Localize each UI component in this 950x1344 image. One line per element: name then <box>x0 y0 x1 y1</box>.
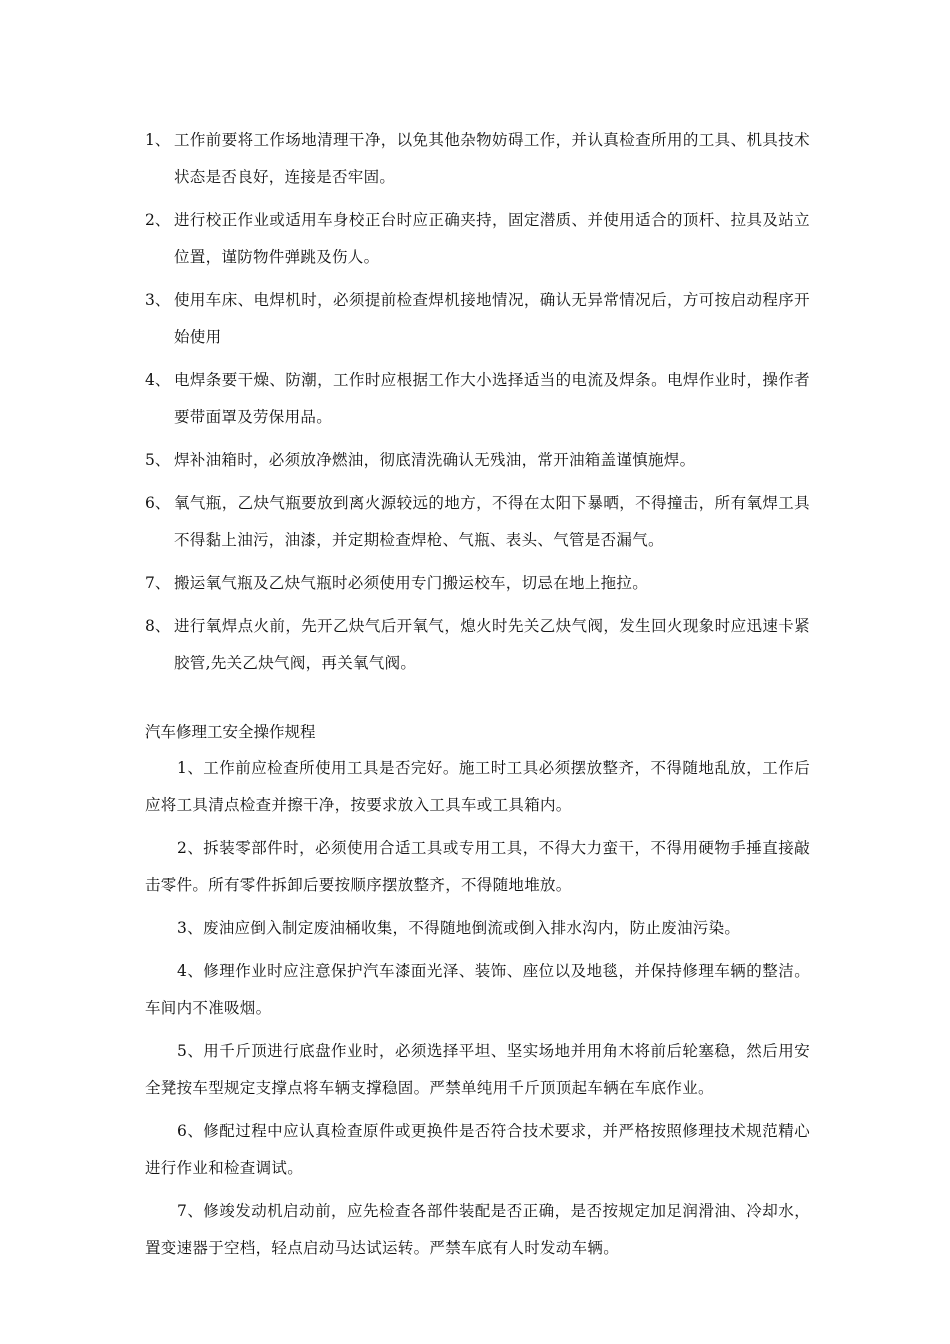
section-title: 汽车修理工安全操作规程 <box>145 723 316 741</box>
paragraph: 7、修竣发动机启动前，应先检查各部件装配是否正确，是否按规定加足润滑油、冷却水，置变速器于空档，轻点启动马达试运转。严禁车底有人时发动车辆。 <box>145 1202 810 1257</box>
paragraph: 4、修理作业时应注意保护汽车漆面光泽、装饰、座位以及地毯，并保持修理车辆的整洁。车间内不准吸烟。 <box>145 962 810 1017</box>
rules-paragraphs <box>145 750 810 1273</box>
list-item-number: 4、 <box>145 371 171 389</box>
list-item-number: 8、 <box>145 617 171 635</box>
paragraph: 3、废油应倒入制定废油桶收集，不得随地倒流或倒入排水沟内，防止废油污染。 <box>177 919 741 937</box>
list-item <box>145 202 810 276</box>
list-item <box>145 565 810 602</box>
list-item-number: 2、 <box>145 211 171 229</box>
list-item-text: 使用车床、电焊机时，必须提前检查焊机接地情况，确认无异常情况后，方可按启动程序开始使用 <box>174 291 810 346</box>
list-item-text: 氧气瓶，乙炔气瓶要放到离火源较远的地方，不得在太阳下暴晒，不得撞击，所有氧焊工具不得黏上油污，油漆，并定期检查焊枪、气瓶、表头、气管是否漏气。 <box>174 494 810 549</box>
paragraph: 1、工作前应检查所使用工具是否完好。施工时工具必须摆放整齐，不得随地乱放，工作后应将工具清点检查并擦干净，按要求放入工具车或工具箱内。 <box>145 759 810 814</box>
list-item-number: 6、 <box>145 494 171 512</box>
list-item <box>145 608 810 682</box>
numbered-rules-list <box>145 122 810 688</box>
paragraph: 2、拆装零部件时，必须使用合适工具或专用工具，不得大力蛮干，不得用硬物手捶直接敲击零件。所有零件拆卸后要按顺序摆放整齐，不得随地堆放。 <box>145 839 810 894</box>
list-item <box>145 282 810 356</box>
list-item-text: 进行校正作业或适用车身校正台时应正确夹持，固定潜质、并使用适合的顶杆、拉具及站立位置，谨防物件弹跳及伤人。 <box>174 211 810 266</box>
list-item-number: 7、 <box>145 574 171 592</box>
list-item <box>145 122 810 196</box>
list-item <box>145 362 810 436</box>
paragraph: 5、用千斤顶进行底盘作业时，必须选择平坦、坚实场地并用角木将前后轮塞稳，然后用安全凳按车型规定支撑点将车辆支撑稳固。严禁单纯用千斤顶顶起车辆在车底作业。 <box>145 1042 810 1097</box>
list-item-number: 5、 <box>145 451 171 469</box>
list-item-number: 1、 <box>145 131 171 149</box>
list-item-text: 焊补油箱时，必须放净燃油，彻底清洗确认无残油，常开油箱盖谨慎施焊。 <box>174 451 696 469</box>
list-item-text: 进行氧焊点火前，先开乙炔气后开氧气，熄火时先关乙炔气阀，发生回火现象时应迅速卡紧胶管,先关乙炔气阀，再关氧气阀。 <box>174 617 810 672</box>
list-item-text: 搬运氧气瓶及乙炔气瓶时必须使用专门搬运校车，切忌在地上拖拉。 <box>174 574 649 592</box>
list-item-text: 电焊条要干燥、防潮，工作时应根据工作大小选择适当的电流及焊条。电焊作业时，操作者要带面罩及劳保用品。 <box>174 371 810 426</box>
paragraph: 6、修配过程中应认真检查原件或更换件是否符合技术要求，并严格按照修理技术规范精心进行作业和检查调试。 <box>145 1122 810 1177</box>
list-item <box>145 485 810 559</box>
list-item-text: 工作前要将工作场地清理干净，以免其他杂物妨碍工作，并认真检查所用的工具、机具技术状态是否良好，连接是否牢固。 <box>174 131 810 186</box>
list-item <box>145 442 810 479</box>
list-item-number: 3、 <box>145 291 171 309</box>
